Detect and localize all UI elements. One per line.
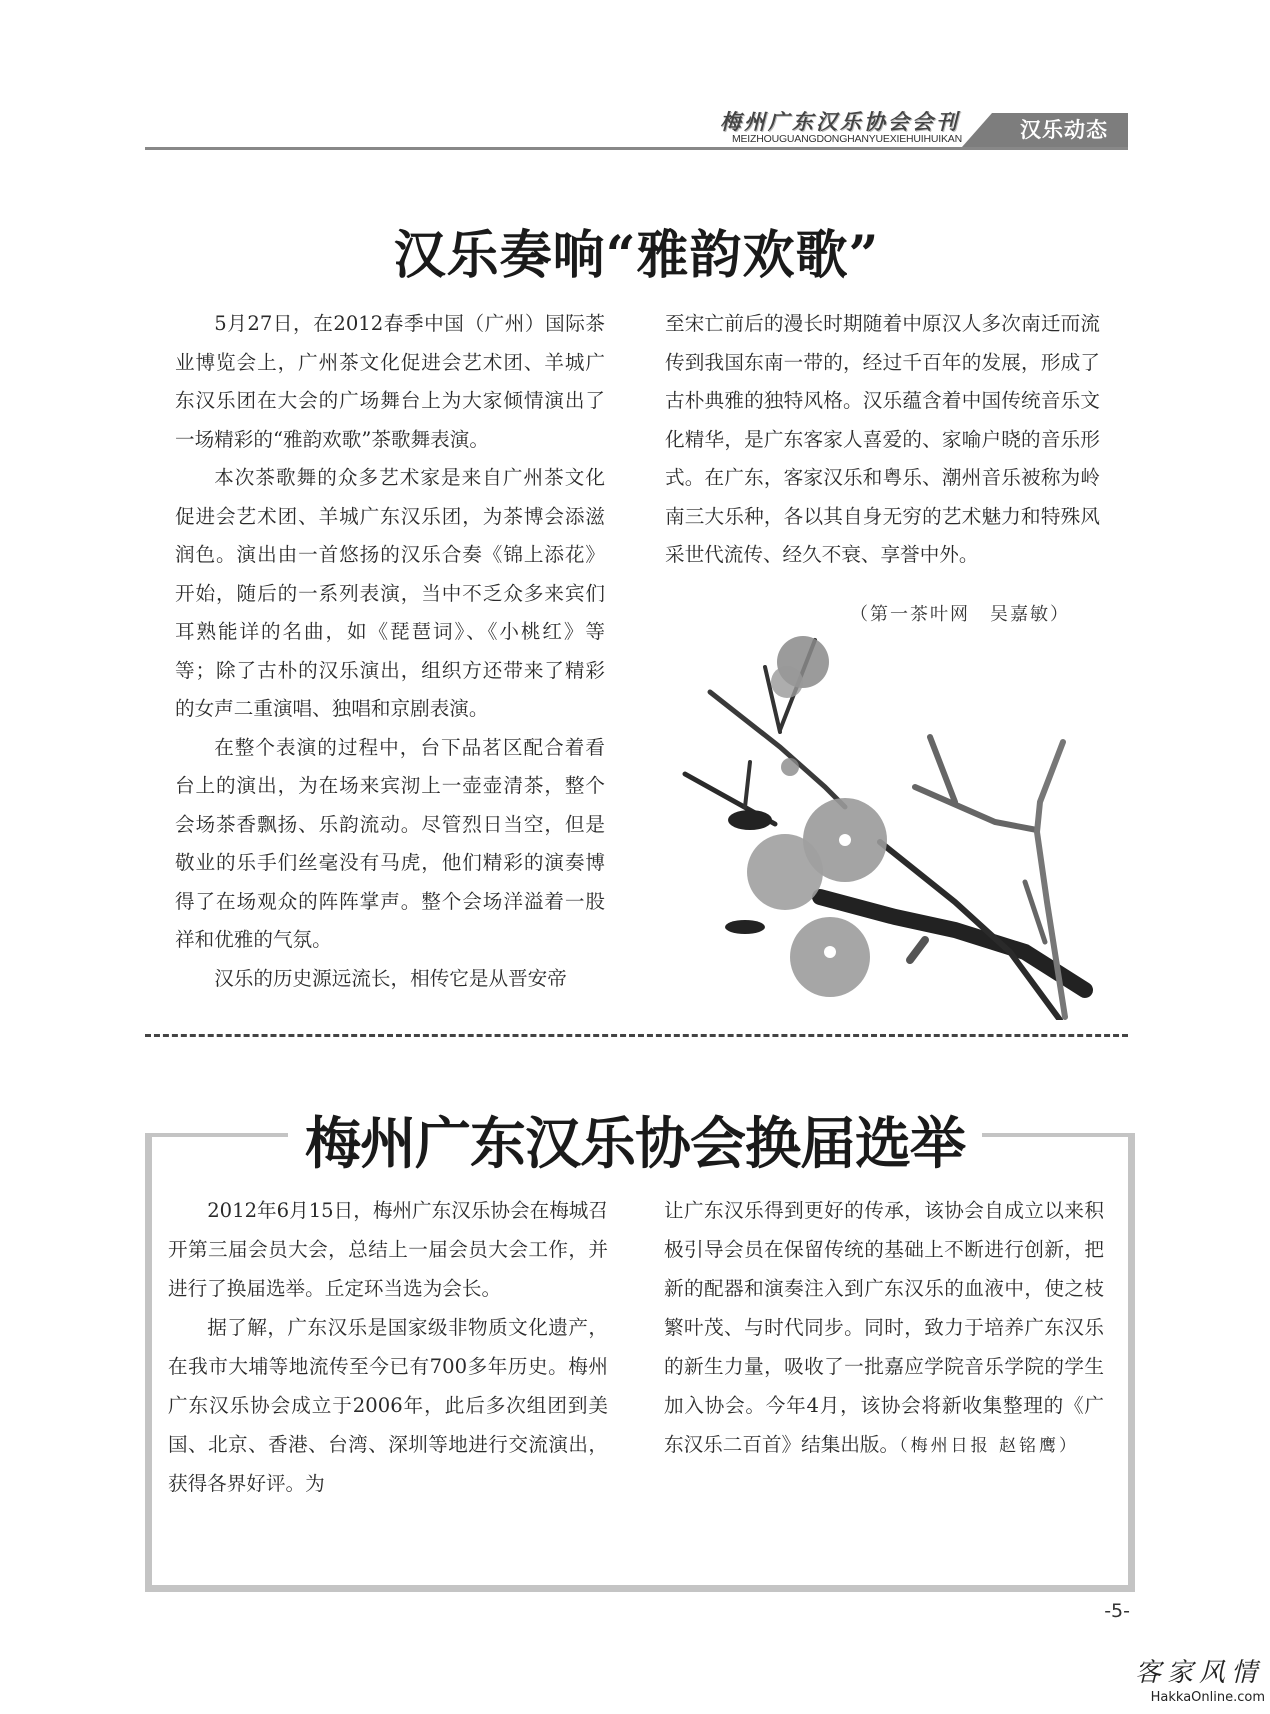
article1-title: 汉乐奏响“雅韵欢歌” xyxy=(393,225,880,286)
article2-credit: （梅州日报 赵铭鹰） xyxy=(899,1436,1080,1456)
article1-byline: （第一茶叶网 吴嘉敏） xyxy=(850,604,1070,625)
section-divider-dashed xyxy=(145,1034,1128,1037)
article1-column-right xyxy=(665,305,1100,575)
article1-paragraph: 本次茶歌舞的众多艺术家是来自广州茶文化促进会艺术团、羊城广东汉乐团，为茶博会添滋润色。演出由一首悠扬的汉乐合奏《锦上添花》开始，随后的一系列表演，当中不乏众多来宾们耳熟能详的名曲，如《琵琶词》、《小桃红》等等；除了古朴的汉乐演出，组织方还带来了精彩的女声二重演唱、独唱和京剧表演。 xyxy=(175,466,605,720)
article2-frame-top-left xyxy=(145,1133,288,1137)
article1-paragraph: 汉乐的历史源远流长，相传它是从晋安帝 xyxy=(214,966,567,990)
article1-paragraph: 5月27日，在2012春季中国（广州）国际茶业博览会上，广州茶文化促进会艺术团、羊城广东汉乐团在大会的广场舞台上为大家倾情演出了一场精彩的“雅韵欢歌”茶歌舞表演。 xyxy=(175,312,605,451)
header-rule xyxy=(145,147,1128,150)
watermark-logo-cn: 客家风情 xyxy=(1135,1658,1264,1688)
section-tab-label: 汉乐动态 xyxy=(1020,118,1108,142)
journal-name-cn: 梅州广东汉乐协会会刊 xyxy=(720,109,960,134)
article1-column-left xyxy=(175,305,605,998)
page-number: -5- xyxy=(1104,1600,1130,1622)
article2-paragraph: 据了解，广东汉乐是国家级非物质文化遗产，在我市大埔等地流传至今已有700多年历史。梅州广东汉乐协会成立于2006年，此后多次组团到美国、北京、香港、台湾、深圳等地进行交流演出，获得各界好评。为 xyxy=(168,1316,608,1495)
article2-text: 让广东汉乐得到更好的传承，该协会自成立以来积极引导会员在保留传统的基础上不断进行创新，把新的配器和演奏注入到广东汉乐的血液中，使之枝繁叶茂、与时代同步。同时，致力于培养广东汉乐的新生力量，吸收了一批嘉应学院音乐学院的学生加入协会。今年4月，该协会将新收集整理的《广东汉乐二百首》结集出版。 xyxy=(664,1199,1104,1456)
article2-frame-top-right xyxy=(982,1133,1128,1137)
article2-paragraph: 2012年6月15日，梅州广东汉乐协会在梅城召开第三届会员大会，总结上一届会员大会工作，并进行了换届选举。丘定环当选为会长。 xyxy=(168,1199,608,1300)
article2-column-left xyxy=(168,1191,608,1503)
journal-name-en: MEIZHOUGUANGDONGHANYUEXIEHUIHUIKAN xyxy=(731,133,962,145)
article1-paragraph: 在整个表演的过程中，台下品茗区配合着看台上的演出，为在场来宾沏上一壶壶清茶，整个会场茶香飘扬、乐韵流动。尽管烈日当空，但是敬业的乐手们丝毫没有马虎，他们精彩的演奏博得了在场观众的阵阵掌声。整个会场洋溢着一股祥和优雅的气氛。 xyxy=(175,735,605,951)
watermark-logo-en: HakkaOnline.com xyxy=(1150,1690,1265,1705)
blossoms xyxy=(725,636,887,997)
plum-blossom-painting xyxy=(665,612,1095,1020)
article2-paragraph-continued xyxy=(664,1191,1104,1466)
article2-column-right xyxy=(664,1191,1104,1466)
article2-title: 梅州广东汉乐协会换届选举 xyxy=(305,1111,965,1177)
article1-paragraph-continued: 至宋亡前后的漫长时期随着中原汉人多次南迁而流传到我国东南一带的，经过千百年的发展，形成了古朴典雅的独特风格。汉乐蕴含着中国传统音乐文化精华，是广东客家人喜爱的、家喻户晓的音乐形式。在广东，客家汉乐和粤乐、潮州音乐被称为岭南三大乐种，各以其自身无穷的艺术魅力和特殊风采世代流传、经久不衰、享誉中外。 xyxy=(665,312,1100,566)
